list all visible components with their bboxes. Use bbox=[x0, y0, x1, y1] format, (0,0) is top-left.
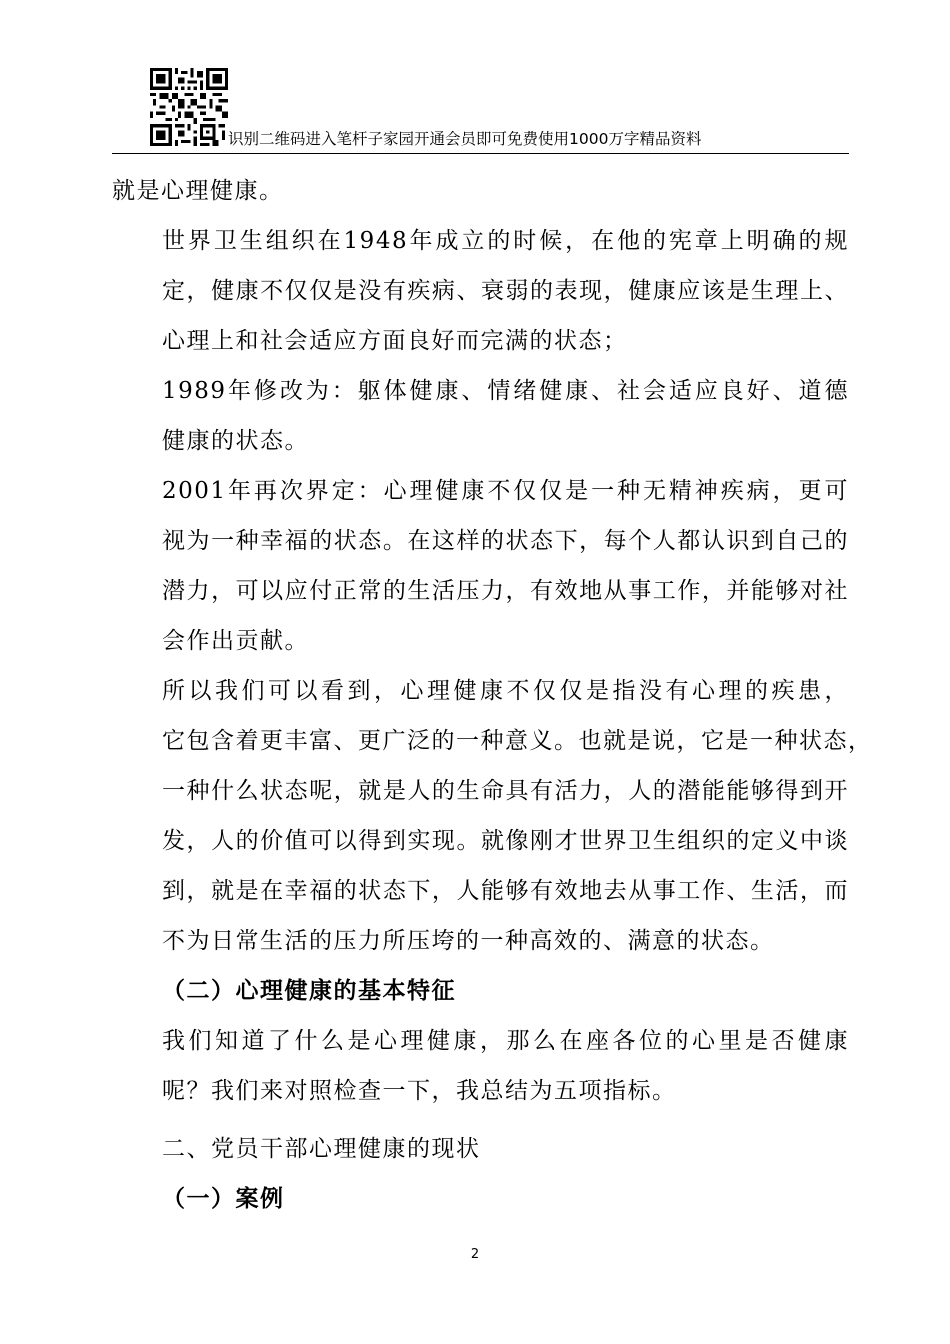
text-line: 视为一种幸福的状态。在这样的状态下，每个人都认识到自己的 bbox=[162, 528, 849, 554]
text-line: 我们知道了什么是心理健康，那么在座各位的心里是否健康 bbox=[162, 1028, 849, 1054]
document-body bbox=[112, 166, 873, 1224]
paragraph bbox=[112, 666, 873, 966]
text-line: 2001年再次界定：心理健康不仅仅是一种无精神疾病，更可 bbox=[162, 478, 849, 504]
page-number: 2 bbox=[470, 1247, 480, 1262]
chapter-heading: 二、党员干部心理健康的现状 bbox=[162, 1136, 481, 1162]
text-line: 所以我们可以看到，心理健康不仅仅是指没有心理的疾患， bbox=[162, 678, 849, 704]
paragraph bbox=[112, 466, 849, 666]
text-line: 不为日常生活的压力所压垮的一种高效的、满意的状态。 bbox=[162, 928, 775, 954]
text-line: 健康的状态。 bbox=[162, 428, 309, 454]
paragraph bbox=[112, 216, 849, 366]
text-line: 就是心理健康。 bbox=[112, 178, 284, 204]
page-header bbox=[112, 68, 849, 154]
text-line: 发，人的价值可以得到实现。就像刚才世界卫生组织的定义中谈 bbox=[162, 828, 849, 854]
text-line: 会作出贡献。 bbox=[162, 628, 309, 654]
text-line: 它包含着更丰富、更广泛的一种意义。也就是说，它是一种状态， bbox=[162, 728, 873, 754]
section-heading: （二）心理健康的基本特征 bbox=[162, 978, 456, 1004]
paragraph bbox=[112, 166, 849, 216]
text-line: 世界卫生组织在1948年成立的时候，在他的宪章上明确的规 bbox=[162, 228, 849, 254]
qr-code-icon[interactable] bbox=[150, 68, 228, 146]
paragraph bbox=[112, 366, 849, 466]
text-line: 潜力，可以应付正常的生活压力，有效地从事工作，并能够对社 bbox=[162, 578, 849, 604]
text-line: 呢？我们来对照检查一下，我总结为五项指标。 bbox=[162, 1078, 677, 1104]
text-line: 到，就是在幸福的状态下，人能够有效地去从事工作、生活，而 bbox=[162, 878, 849, 904]
section-heading: （一）案例 bbox=[162, 1186, 285, 1212]
text-line: 定，健康不仅仅是没有疾病、衰弱的表现，健康应该是生理上、 bbox=[162, 278, 849, 304]
text-line: 1989年修改为：躯体健康、情绪健康、社会适应良好、道德 bbox=[162, 378, 849, 404]
header-note: 识别二维码进入笔杆子家园开通会员即可免费使用1000万字精品资料 bbox=[228, 130, 702, 148]
text-line: 心理上和社会适应方面良好而完满的状态； bbox=[162, 328, 628, 354]
text-line: 一种什么状态呢，就是人的生命具有活力，人的潜能能够得到开 bbox=[162, 778, 849, 804]
header-divider bbox=[112, 153, 849, 154]
paragraph bbox=[112, 1016, 849, 1116]
